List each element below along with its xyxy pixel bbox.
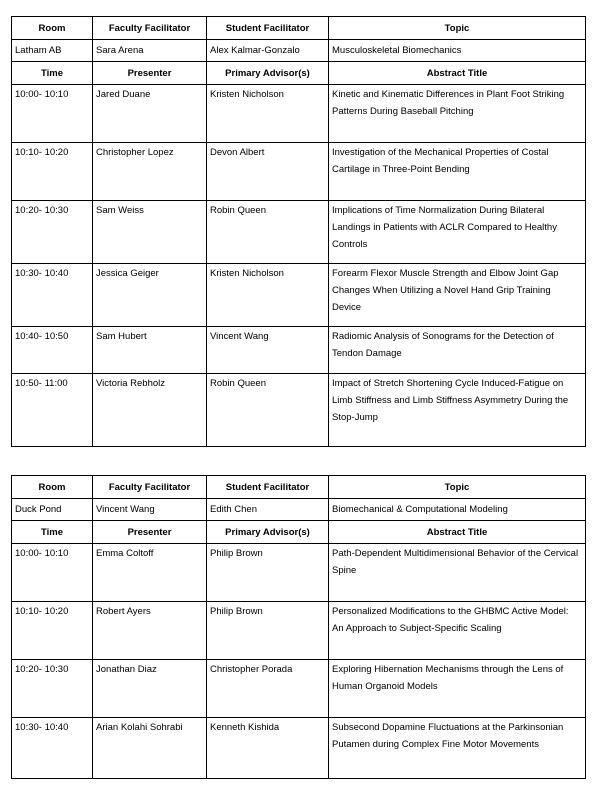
table-row [12, 718, 586, 779]
presenter-cell: Arian Kolahi Sohrabi [93, 718, 207, 779]
abstract-title-cell: Forearm Flexor Muscle Strength and Elbow Joint Gap Changes When Utilizing a Novel Hand Grip Training Device [329, 264, 586, 327]
abstract-title-cell: Personalized Modifications to the GHBMC Active Model: An Approach to Subject-Specific Scaling [329, 602, 586, 660]
presenter-cell: Victoria Rebholz [93, 374, 207, 447]
advisor-header: Primary Advisor(s) [207, 521, 329, 544]
session-info-row [12, 40, 586, 62]
table-row [12, 85, 586, 143]
abstract-title-cell: Path-Dependent Multidimensional Behavior of the Cervical Spine [329, 544, 586, 602]
table-row [12, 201, 586, 264]
table-row [12, 544, 586, 602]
time-cell: 10:30- 10:40 [12, 264, 93, 327]
time-cell: 10:30- 10:40 [12, 718, 93, 779]
topic-header: Topic [329, 476, 586, 499]
schedule-table [11, 16, 586, 779]
advisor-header: Primary Advisor(s) [207, 62, 329, 85]
table-row [12, 143, 586, 201]
presenter-cell: Jessica Geiger [93, 264, 207, 327]
abstract-title-cell: Investigation of the Mechanical Properties of Costal Cartilage in Three-Point Bending [329, 143, 586, 201]
abstract-title-cell: Subsecond Dopamine Fluctuations at the Parkinsonian Putamen during Complex Fine Motor Movements [329, 718, 586, 779]
room-header: Room [12, 17, 93, 40]
abstract-title-cell: Radiomic Analysis of Sonograms for the Detection of Tendon Damage [329, 327, 586, 374]
student-facilitator-header: Student Facilitator [207, 476, 329, 499]
advisor-cell: Christopher Porada [207, 660, 329, 718]
table-row [12, 264, 586, 327]
faculty-facilitator-cell: Vincent Wang [93, 499, 207, 521]
advisor-cell: Kenneth Kishida [207, 718, 329, 779]
student-facilitator-cell: Alex Kalmar-Gonzalo [207, 40, 329, 62]
time-cell: 10:20- 10:30 [12, 201, 93, 264]
abstract-title-cell: Exploring Hibernation Mechanisms through the Lens of Human Organoid Models [329, 660, 586, 718]
session-header-row [12, 476, 586, 499]
faculty-facilitator-header: Faculty Facilitator [93, 17, 207, 40]
presenter-cell: Jared Duane [93, 85, 207, 143]
room-header: Room [12, 476, 93, 499]
presenter-cell: Robert Ayers [93, 602, 207, 660]
student-facilitator-header: Student Facilitator [207, 17, 329, 40]
advisor-cell: Kristen Nicholson [207, 264, 329, 327]
session-info-row [12, 499, 586, 521]
presenter-header: Presenter [93, 521, 207, 544]
presentation-header-row [12, 62, 586, 85]
time-cell: 10:50- 11:00 [12, 374, 93, 447]
abstract-title-cell: Kinetic and Kinematic Differences in Plant Foot Striking Patterns During Baseball Pitching [329, 85, 586, 143]
time-header: Time [12, 521, 93, 544]
table-row [12, 660, 586, 718]
topic-cell: Biomechanical & Computational Modeling [329, 499, 586, 521]
presenter-cell: Sam Weiss [93, 201, 207, 264]
time-cell: 10:00- 10:10 [12, 85, 93, 143]
table-row [12, 602, 586, 660]
table-row [12, 374, 586, 447]
advisor-cell: Vincent Wang [207, 327, 329, 374]
abstract-title-cell: Implications of Time Normalization During Bilateral Landings in Patients with ACLR Compared to Healthy Controls [329, 201, 586, 264]
presenter-cell: Sam Hubert [93, 327, 207, 374]
time-cell: 10:40- 10:50 [12, 327, 93, 374]
time-cell: 10:20- 10:30 [12, 660, 93, 718]
session-header-row [12, 17, 586, 40]
time-cell: 10:10- 10:20 [12, 602, 93, 660]
advisor-cell: Robin Queen [207, 201, 329, 264]
table-row [12, 327, 586, 374]
faculty-facilitator-cell: Sara Arena [93, 40, 207, 62]
presenter-cell: Christopher Lopez [93, 143, 207, 201]
advisor-cell: Philip Brown [207, 602, 329, 660]
time-header: Time [12, 62, 93, 85]
topic-cell: Musculoskeletal Biomechanics [329, 40, 586, 62]
presentation-header-row [12, 521, 586, 544]
student-facilitator-cell: Edith Chen [207, 499, 329, 521]
presenter-header: Presenter [93, 62, 207, 85]
abstract-title-header: Abstract Title [329, 521, 586, 544]
spacer-cell [12, 447, 586, 476]
faculty-facilitator-header: Faculty Facilitator [93, 476, 207, 499]
advisor-cell: Kristen Nicholson [207, 85, 329, 143]
presenter-cell: Emma Coltoff [93, 544, 207, 602]
room-cell: Duck Pond [12, 499, 93, 521]
topic-header: Topic [329, 17, 586, 40]
advisor-cell: Devon Albert [207, 143, 329, 201]
presenter-cell: Jonathan Diaz [93, 660, 207, 718]
time-cell: 10:10- 10:20 [12, 143, 93, 201]
advisor-cell: Robin Queen [207, 374, 329, 447]
time-cell: 10:00- 10:10 [12, 544, 93, 602]
room-cell: Latham AB [12, 40, 93, 62]
advisor-cell: Philip Brown [207, 544, 329, 602]
session-spacer [12, 447, 586, 476]
abstract-title-header: Abstract Title [329, 62, 586, 85]
abstract-title-cell: Impact of Stretch Shortening Cycle Induced-Fatigue on Limb Stiffness and Limb Stiffness Asymmetry During the Stop-Jump [329, 374, 586, 447]
